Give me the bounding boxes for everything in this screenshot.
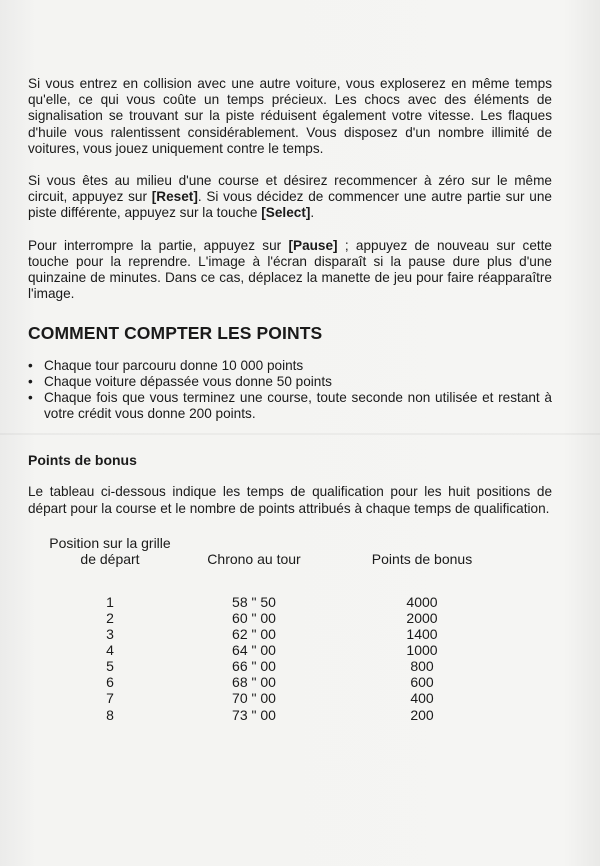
scoring-item-overtake xyxy=(28,374,552,390)
reset-select-paragraph xyxy=(28,173,552,222)
cell-position: 3 xyxy=(106,626,114,643)
table-row xyxy=(46,626,510,642)
page-content xyxy=(28,76,552,723)
cell-position: 7 xyxy=(106,690,114,707)
cell-points: 1000 xyxy=(406,642,438,659)
cell-lap: 68 " 00 xyxy=(232,674,276,691)
header-position-line1: Position sur la grille xyxy=(49,534,171,551)
table-row xyxy=(46,674,510,690)
cell-position: 4 xyxy=(106,642,114,659)
cell-points: 1400 xyxy=(406,626,438,643)
scoring-heading: COMMENT COMPTER LES POINTS xyxy=(28,323,323,344)
scoring-list xyxy=(28,358,552,422)
scoring-item-seconds xyxy=(28,390,552,422)
header-bonus-points: Points de bonus xyxy=(371,550,473,567)
cell-lap: 62 " 00 xyxy=(232,626,276,643)
pause-key: [Pause] xyxy=(288,237,338,253)
reset-key: [Reset] xyxy=(151,189,198,205)
header-position-line2: de départ xyxy=(80,551,140,568)
reset-text-a: Si vous êtes au milieu d'une course et désirez recommencer à zéro sur le même circuit, appuyez sur xyxy=(28,173,552,205)
reset-text-b: . Si vous décidez de commencer une autre partie sur une piste différente, appuyez sur la touche xyxy=(28,189,552,221)
select-key: [Select] xyxy=(261,205,311,221)
bonus-table xyxy=(46,535,510,723)
pause-text-a: Pour interrompre la partie, appuyez sur xyxy=(28,237,289,253)
table-row xyxy=(46,707,510,723)
cell-points: 200 xyxy=(410,706,434,723)
scoring-item-text: Chaque fois que vous terminez une course, toute seconde non utilisée et restant à votre crédit vous donne 200 points. xyxy=(44,390,552,422)
scoring-item-text: Chaque tour parcouru donne 10 000 points xyxy=(44,358,304,374)
cell-position: 6 xyxy=(106,674,114,691)
table-row xyxy=(46,610,510,626)
reset-text-c: . xyxy=(310,205,315,221)
cell-points: 4000 xyxy=(406,593,438,610)
scoring-item-text: Chaque voiture dépassée vous donne 50 points xyxy=(44,374,332,390)
cell-lap: 73 " 00 xyxy=(232,706,276,723)
table-row xyxy=(46,642,510,658)
bonus-description: Le tableau ci-dessous indique les temps de qualification pour les huit positions de départ pour la course et le nombre de points attribués à chaque temps de qualification. xyxy=(28,484,552,516)
header-lap-time: Chrono au tour xyxy=(207,550,301,567)
cell-points: 800 xyxy=(410,658,434,675)
bullet-glyph: • xyxy=(28,358,33,374)
bonus-heading: Points de bonus xyxy=(28,452,137,469)
bullet-glyph: • xyxy=(28,374,33,390)
cell-lap: 58 " 50 xyxy=(232,593,276,610)
cell-lap: 70 " 00 xyxy=(232,690,276,707)
scoring-item-laps xyxy=(28,358,552,374)
bullet-glyph: • xyxy=(28,390,33,406)
cell-position: 8 xyxy=(106,706,114,723)
cell-lap: 66 " 00 xyxy=(232,658,276,675)
header-position xyxy=(46,535,174,594)
bonus-table-header xyxy=(46,535,510,594)
pause-paragraph xyxy=(28,238,552,303)
cell-points: 600 xyxy=(410,674,434,691)
pause-text-b: ; appuyez de nouveau sur cette touche pour la reprendre. L'image à l'écran disparaît si la pause dure plus d'une quinzaine de minutes. Dans ce cas, déplacez la manette de jeu pour faire réapparaître l'image. xyxy=(28,237,552,302)
table-row xyxy=(46,594,510,610)
table-row xyxy=(46,690,510,706)
cell-points: 2000 xyxy=(406,609,438,626)
collision-paragraph: Si vous entrez en collision avec une autre voiture, vous exploserez en même temps qu'elle, ce qui vous coûte un temps précieux. Les chocs avec des éléments de signalisation se trouvant sur la piste réduisent également votre vitesse. Les flaques d'huile vous ralentissent considérablement. Vous disposez d'un nombre illimité de voitures, vous jouez uniquement contre le temps. xyxy=(28,76,552,156)
cell-lap: 60 " 00 xyxy=(232,609,276,626)
cell-position: 2 xyxy=(106,609,114,626)
cell-position: 1 xyxy=(106,593,114,610)
cell-points: 400 xyxy=(410,690,434,707)
cell-position: 5 xyxy=(106,658,114,675)
table-row xyxy=(46,658,510,674)
cell-lap: 64 " 00 xyxy=(232,642,276,659)
